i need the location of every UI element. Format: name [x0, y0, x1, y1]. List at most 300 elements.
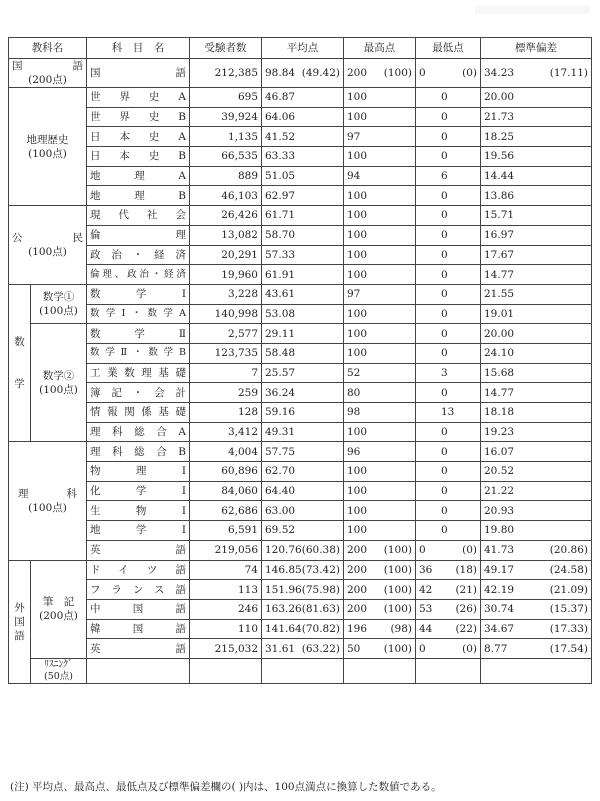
min-value: 6: [441, 170, 448, 183]
table-row: [9, 225, 592, 245]
max-cell: [344, 88, 416, 108]
std-value: 19.01: [484, 307, 515, 320]
min-cell: [416, 462, 481, 482]
subject-name: 数学Ⅰ・数学A: [90, 307, 186, 319]
average-cell: [262, 363, 344, 383]
table-row: [9, 127, 592, 147]
std-cell: [481, 127, 592, 147]
max-value: 200: [347, 603, 368, 616]
max-cell: [344, 363, 416, 383]
average-cell: [262, 245, 344, 265]
subject-name: 現代社会: [90, 209, 186, 222]
examinees-cell: [190, 403, 262, 423]
average-cell: [262, 403, 344, 423]
std-cell: [481, 639, 592, 659]
min-cell: [416, 481, 481, 501]
table-row: [9, 324, 592, 344]
examinees-cell: [190, 560, 262, 580]
average-cell: [262, 462, 344, 482]
table-row: [9, 658, 592, 683]
min-cell: [416, 383, 481, 403]
examinee-count: 20,291: [221, 248, 258, 261]
examinees-cell: [190, 206, 262, 226]
min-value: 0: [441, 504, 448, 517]
examinee-count: 259: [237, 386, 258, 399]
std-value: 19.23: [484, 426, 515, 439]
subject-cell: [87, 560, 190, 580]
subject-name: ドイツ語: [90, 563, 186, 576]
examinee-count: 7: [251, 366, 258, 379]
table-row: [9, 403, 592, 423]
examinees-cell: [190, 147, 262, 167]
average-cell: [262, 127, 344, 147]
std-cell: [481, 88, 592, 108]
std-cell: [481, 225, 592, 245]
max-value: 100: [347, 504, 368, 517]
subject-name: 英語: [90, 642, 186, 655]
min-value: 42: [419, 583, 433, 596]
min-value: 0: [419, 642, 426, 655]
std-value: 14.44: [484, 170, 515, 183]
min-cell: [416, 442, 481, 462]
std-value: 41.73: [484, 544, 515, 557]
avg-value: 58.48: [265, 347, 296, 360]
max-converted-value: (100): [383, 642, 412, 655]
min-cell: [416, 422, 481, 442]
table-row: [9, 521, 592, 541]
max-cell: [344, 245, 416, 265]
subject-cell: [87, 521, 190, 541]
examinees-cell: [190, 363, 262, 383]
table-row: [9, 186, 592, 206]
std-value: 15.68: [484, 366, 515, 379]
examinee-count: 6,591: [227, 524, 258, 537]
header-std: 標準偏差: [481, 38, 592, 59]
std-cell: [481, 462, 592, 482]
max-converted-value: (100): [383, 603, 412, 616]
max-value: 96: [347, 445, 361, 458]
max-value: 97: [347, 288, 361, 301]
subject-name: 情報関係基礎: [90, 406, 186, 419]
examinee-count: 74: [244, 563, 258, 576]
max-cell: [344, 599, 416, 619]
examinees-cell: [190, 540, 262, 560]
table-row: [9, 580, 592, 600]
avg-value: 46.87: [265, 91, 296, 104]
table-row: [9, 560, 592, 580]
avg-value: 57.33: [265, 248, 296, 261]
subject-name: 工業数理基礎: [90, 366, 186, 379]
max-value: 80: [347, 386, 361, 399]
std-cell: [481, 481, 592, 501]
max-value: 100: [347, 347, 368, 360]
examinees-cell: [190, 658, 262, 683]
examinees-cell: [190, 639, 262, 659]
std-cell: [481, 521, 592, 541]
subject-name: 理科総合A: [90, 426, 186, 439]
max-converted-value: (100): [383, 544, 412, 557]
examinee-count: 113: [237, 583, 258, 596]
min-cell: [416, 501, 481, 521]
std-value: 34.23: [484, 67, 515, 79]
max-cell: [344, 560, 416, 580]
min-value: 0: [441, 91, 448, 104]
avg-value: 41.52: [265, 130, 296, 143]
std-value: 49.17: [484, 563, 515, 576]
category-label: 地理歴史: [26, 133, 69, 146]
avg-value: 120.76: [265, 544, 302, 557]
avg-value: 61.71: [265, 209, 296, 222]
min-cell: [416, 560, 481, 580]
subject-cell: [87, 580, 190, 600]
subject-cell: [87, 147, 190, 167]
std-value: 17.67: [484, 248, 515, 261]
average-cell: [262, 658, 344, 683]
examinee-count: 2,577: [227, 327, 258, 340]
subcategory-points: (100点): [39, 383, 78, 396]
std-cell: [481, 59, 592, 88]
max-cell: [344, 462, 416, 482]
table-row: [9, 639, 592, 659]
std-value: 20.00: [484, 327, 515, 340]
min-converted-value: (0): [462, 67, 477, 79]
std-value: 21.55: [484, 288, 515, 301]
subject-cell: [87, 107, 190, 127]
min-converted-value: (22): [455, 622, 477, 635]
max-cell: [344, 422, 416, 442]
max-converted-value: (100): [383, 563, 412, 576]
max-converted-value: (100): [383, 583, 412, 596]
min-value: 0: [419, 544, 426, 557]
avg-value: 25.57: [265, 366, 296, 379]
subject-cell: [87, 225, 190, 245]
table-row: [9, 265, 592, 285]
header-max: 最高点: [344, 38, 416, 59]
min-value: 0: [441, 445, 448, 458]
max-cell: [344, 501, 416, 521]
examinee-count: 212,385: [214, 67, 258, 79]
category-label: 科: [66, 487, 77, 500]
max-cell: [344, 658, 416, 683]
min-converted-value: (21): [455, 583, 477, 596]
header-examinees: 受験者数: [190, 38, 262, 59]
std-value: 42.19: [484, 583, 515, 596]
subject-cell: [87, 304, 190, 324]
max-cell: [344, 304, 416, 324]
std-value: 8.77: [484, 642, 508, 655]
subject-cell: [87, 88, 190, 108]
subject-cell: [87, 639, 190, 659]
min-cell: [416, 639, 481, 659]
min-value: 0: [441, 189, 448, 202]
examinees-cell: [190, 225, 262, 245]
min-value: 0: [441, 268, 448, 281]
examinee-count: 13,082: [221, 229, 258, 242]
avg-value: 163.26: [265, 603, 302, 616]
examinee-count: 140,998: [214, 307, 258, 320]
table-row: [9, 107, 592, 127]
average-cell: [262, 422, 344, 442]
std-cell: [481, 166, 592, 186]
max-value: 200: [347, 544, 368, 557]
max-value: 100: [347, 426, 368, 439]
category-points: (200点): [28, 74, 67, 86]
min-value: 36: [419, 563, 433, 576]
min-cell: [416, 521, 481, 541]
subcategory-cell: [31, 658, 87, 683]
table-row: [9, 442, 592, 462]
subcategory-label: 数学①: [42, 291, 75, 304]
subject-cell: [87, 658, 190, 683]
std-cell: [481, 147, 592, 167]
subcategory-label: 数学②: [42, 369, 75, 382]
subject-name: 数学Ⅱ・数学B: [90, 347, 186, 359]
table-row: [9, 422, 592, 442]
examinee-count: 19,960: [221, 268, 258, 281]
std-value: 16.97: [484, 229, 515, 242]
max-value: 100: [347, 229, 368, 242]
avg-converted-value: (49.42): [301, 67, 340, 79]
avg-value: 58.70: [265, 229, 296, 242]
std-cell: [481, 343, 592, 363]
examinees-cell: [190, 481, 262, 501]
min-value: 0: [441, 426, 448, 439]
examinees-cell: [190, 580, 262, 600]
subject-name: 国語: [90, 67, 186, 79]
average-cell: [262, 147, 344, 167]
std-value: 34.67: [484, 622, 515, 635]
min-cell: [416, 284, 481, 304]
subject-cell: [87, 383, 190, 403]
examinee-count: 26,426: [221, 209, 258, 222]
avg-value: 141.64: [265, 622, 302, 635]
std-converted-value: (24.58): [549, 563, 588, 576]
min-value: 13: [441, 406, 455, 419]
subcategory-label: ﾘｽﾆﾝｸﾞ: [44, 658, 73, 670]
average-cell: [262, 639, 344, 659]
category-cell: [9, 206, 87, 285]
subcategory-points: (50点): [43, 670, 73, 682]
std-converted-value: (20.86): [549, 544, 588, 557]
subject-cell: [87, 462, 190, 482]
header-average: 平均点: [262, 38, 344, 59]
examinee-count: 123,735: [214, 347, 258, 360]
table-row: [9, 343, 592, 363]
std-cell: [481, 265, 592, 285]
table-row: [9, 166, 592, 186]
category-points: (100点): [28, 147, 67, 160]
average-cell: [262, 225, 344, 245]
average-cell: [262, 88, 344, 108]
std-cell: [481, 540, 592, 560]
examinee-count: 3,228: [227, 288, 258, 301]
examinees-cell: [190, 59, 262, 88]
min-value: 0: [419, 67, 426, 79]
category-cell: [9, 442, 87, 560]
examinee-count: 695: [237, 91, 258, 104]
category-label: 語: [72, 60, 83, 72]
std-cell: [481, 107, 592, 127]
examinee-count: 46,103: [221, 189, 258, 202]
max-value: 94: [347, 170, 361, 183]
examinees-cell: [190, 501, 262, 521]
std-cell: [481, 501, 592, 521]
average-cell: [262, 284, 344, 304]
subject-cell: [87, 540, 190, 560]
table-row: [9, 284, 592, 304]
table-row: [9, 481, 592, 501]
min-value: 0: [441, 111, 448, 124]
min-cell: [416, 59, 481, 88]
subject-name: 倫理: [90, 229, 186, 242]
examinee-count: 66,535: [221, 150, 258, 163]
max-cell: [344, 147, 416, 167]
max-value: 100: [347, 150, 368, 163]
std-value: 14.77: [484, 268, 515, 281]
std-converted-value: (21.09): [549, 583, 588, 596]
avg-converted-value: (81.63): [301, 603, 341, 616]
max-value: 100: [347, 485, 368, 498]
avg-value: 51.05: [265, 170, 296, 183]
subcategory-points: (200点): [39, 610, 78, 623]
min-value: 0: [441, 386, 448, 399]
exam-results-table: [8, 37, 592, 684]
category-label: 外: [14, 601, 25, 614]
min-cell: [416, 265, 481, 285]
std-cell: [481, 206, 592, 226]
avg-converted-value: (63.22): [301, 642, 340, 655]
min-converted-value: (18): [455, 563, 477, 576]
min-cell: [416, 107, 481, 127]
min-cell: [416, 245, 481, 265]
avg-value: 64.40: [265, 485, 296, 498]
subject-cell: [87, 599, 190, 619]
category-label: 数: [14, 336, 25, 349]
max-value: 200: [347, 67, 368, 79]
average-cell: [262, 481, 344, 501]
examinees-cell: [190, 324, 262, 344]
examinee-count: 215,032: [214, 642, 258, 655]
subject-cell: [87, 245, 190, 265]
max-cell: [344, 107, 416, 127]
examinees-cell: [190, 462, 262, 482]
max-cell: [344, 403, 416, 423]
category-label: 語: [14, 629, 25, 642]
avg-value: 62.70: [265, 465, 296, 478]
min-value: 0: [441, 130, 448, 143]
avg-value: 31.61: [265, 642, 296, 655]
min-value: 0: [441, 150, 448, 163]
subject-name: 日本史A: [90, 130, 186, 143]
std-cell: [481, 363, 592, 383]
max-value: 200: [347, 563, 368, 576]
subject-name: 理科総合B: [90, 445, 186, 458]
category-label: 国: [14, 615, 25, 628]
max-value: 52: [347, 366, 361, 379]
average-cell: [262, 206, 344, 226]
std-cell: [481, 658, 592, 683]
subject-cell: [87, 363, 190, 383]
avg-value: 59.16: [265, 406, 296, 419]
category-points: (100点): [28, 246, 67, 258]
std-cell: [481, 619, 592, 639]
max-value: 200: [347, 583, 368, 596]
avg-value: 43.61: [265, 288, 296, 301]
std-value: 18.18: [484, 406, 515, 419]
subject-name: 数学Ⅱ: [90, 327, 186, 340]
avg-value: 151.96: [265, 583, 302, 596]
examinees-cell: [190, 343, 262, 363]
subject-name: 数学Ⅰ: [90, 288, 186, 301]
std-value: 19.56: [484, 150, 515, 163]
header-row: [9, 38, 592, 59]
examinee-count: 3,412: [227, 426, 258, 439]
subject-name: 地理A: [90, 170, 186, 183]
subject-name: 地学Ⅰ: [90, 524, 186, 537]
table-row: [9, 383, 592, 403]
examinees-cell: [190, 127, 262, 147]
avg-value: 62.97: [265, 189, 296, 202]
max-cell: [344, 284, 416, 304]
subject-cell: [87, 481, 190, 501]
subject-cell: [87, 59, 190, 88]
footnote: (注) 平均点、最高点、最低点及び標準偏差欄の( )内は、100点満点に換算した数値である。: [10, 781, 442, 793]
std-cell: [481, 560, 592, 580]
std-cell: [481, 186, 592, 206]
min-cell: [416, 403, 481, 423]
std-value: 15.71: [484, 209, 515, 222]
examinees-cell: [190, 521, 262, 541]
average-cell: [262, 343, 344, 363]
avg-value: 36.24: [265, 386, 296, 399]
max-cell: [344, 639, 416, 659]
std-value: 14.77: [484, 386, 515, 399]
min-cell: [416, 324, 481, 344]
avg-converted-value: (60.38): [301, 544, 341, 557]
std-value: 13.86: [484, 189, 515, 202]
subject-name: 政治・経済: [90, 248, 186, 261]
average-cell: [262, 540, 344, 560]
std-cell: [481, 284, 592, 304]
subject-name: 英語: [90, 544, 186, 557]
min-value: 53: [419, 603, 433, 616]
subcategory-cell: [31, 324, 87, 442]
std-cell: [481, 403, 592, 423]
average-cell: [262, 521, 344, 541]
table-row: [9, 599, 592, 619]
min-value: 0: [441, 327, 448, 340]
subject-name: 日本史B: [90, 150, 186, 163]
std-value: 21.73: [484, 111, 515, 124]
std-value: 19.80: [484, 524, 515, 537]
std-cell: [481, 580, 592, 600]
avg-value: 64.06: [265, 111, 296, 124]
std-value: 20.93: [484, 504, 515, 517]
std-value: 20.00: [484, 91, 515, 104]
average-cell: [262, 107, 344, 127]
table-row: [9, 462, 592, 482]
subject-name: 生物Ⅰ: [90, 504, 186, 517]
category-label: 学: [14, 378, 25, 391]
max-cell: [344, 206, 416, 226]
subject-cell: [87, 265, 190, 285]
max-cell: [344, 521, 416, 541]
min-cell: [416, 658, 481, 683]
examinee-count: 246: [237, 603, 258, 616]
average-cell: [262, 560, 344, 580]
category-points: (100点): [28, 501, 67, 514]
min-cell: [416, 540, 481, 560]
